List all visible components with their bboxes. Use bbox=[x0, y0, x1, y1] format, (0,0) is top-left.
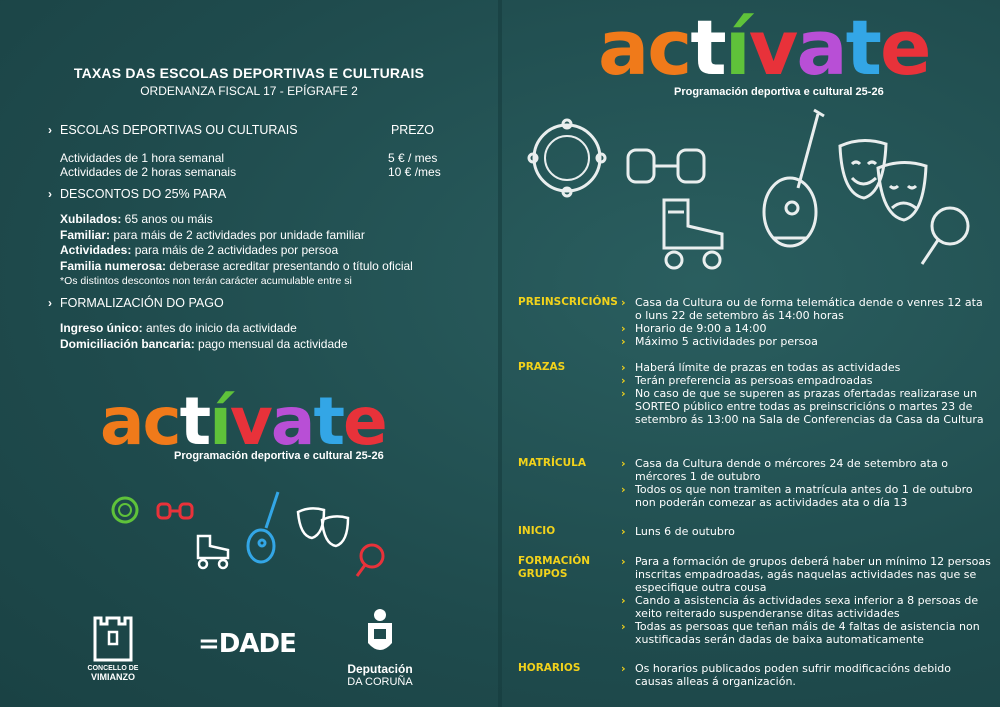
discount-label: Actividades: bbox=[60, 243, 132, 257]
section-descontos bbox=[48, 187, 458, 290]
logo-letter: a bbox=[796, 3, 846, 92]
fees-subtitle: ORDENANZA FISCAL 17 - EPÍGRAFE 2 bbox=[140, 84, 358, 98]
fee-row-value: 5 € / mes bbox=[388, 151, 438, 165]
info-item bbox=[621, 322, 991, 335]
section-pago bbox=[48, 296, 458, 352]
payment-text: pago mensual da actividade bbox=[194, 336, 348, 351]
section-descontos-header bbox=[48, 187, 458, 201]
chevron-right-icon: › bbox=[48, 296, 52, 310]
discount-line bbox=[48, 212, 458, 228]
info-item-text: Todos os que non tramiten a matrícula antes do 1 de outubro non poderán comezar as actividades ata o día 13 bbox=[635, 483, 973, 509]
payment-label: Domiciliación bancaria: bbox=[60, 336, 195, 351]
info-item bbox=[621, 483, 991, 509]
activate-logo-large bbox=[598, 3, 930, 98]
discount-line bbox=[48, 243, 458, 259]
logo-letter: a bbox=[100, 383, 143, 460]
logo-subtitle: Programación deportiva e cultural 25-26 bbox=[674, 86, 884, 98]
info-label: PREINSCRICIÓNS bbox=[518, 296, 618, 308]
chevron-right-icon: › bbox=[621, 322, 626, 335]
info-item bbox=[621, 620, 991, 646]
fee-row-label: Actividades de 1 hora semanal bbox=[60, 151, 225, 165]
payment-line bbox=[48, 337, 458, 353]
info-item-text: Luns 6 de outubro bbox=[635, 525, 735, 538]
dumbbell-icon bbox=[628, 150, 704, 182]
fee-row-label: Actividades de 2 horas semanais bbox=[60, 165, 237, 179]
chevron-right-icon: › bbox=[621, 361, 626, 374]
info-item-text: Casa da Cultura dende o mércores 24 de setembro ata o mércores 1 de outubro bbox=[635, 457, 948, 483]
info-item bbox=[621, 387, 991, 426]
info-item-text: No caso de que se superen as prazas ofertadas realizarase un SORTEO público entre todas as preinscricións o martes 23 de setembro ás 13:00 na Sala de Conferencias da Casa da Cultura bbox=[635, 387, 984, 426]
chevron-right-icon: › bbox=[621, 525, 626, 538]
chevron-right-icon: › bbox=[48, 123, 52, 137]
concello-vimianzo-logo bbox=[85, 610, 141, 682]
info-item bbox=[621, 525, 991, 538]
section-escolas bbox=[48, 123, 458, 179]
discount-line bbox=[48, 228, 458, 244]
chevron-right-icon: › bbox=[621, 374, 626, 387]
concello-line1: CONCELLO DE bbox=[87, 665, 139, 672]
deputacion-line1: Deputación bbox=[347, 662, 413, 676]
info-item-text: Máximo 5 actividades por persoa bbox=[635, 335, 818, 348]
payment-label: Ingreso único: bbox=[60, 321, 143, 335]
sponsor-logos bbox=[0, 605, 498, 695]
section-pago-header bbox=[48, 296, 458, 310]
info-label: PRAZAS bbox=[518, 361, 566, 373]
fee-row bbox=[48, 165, 458, 179]
logo-letter: í bbox=[724, 3, 749, 92]
roller-skate-icon bbox=[198, 536, 228, 568]
chevron-right-icon: › bbox=[621, 555, 626, 568]
activity-icons-large bbox=[522, 108, 982, 278]
roller-skate-icon bbox=[664, 200, 722, 268]
info-items bbox=[621, 525, 991, 538]
castle-tower-icon bbox=[91, 610, 135, 662]
logo-letter: v bbox=[748, 3, 797, 92]
info-items bbox=[621, 555, 991, 646]
price-heading: PREZO bbox=[390, 123, 434, 137]
chevron-right-icon: › bbox=[621, 662, 626, 675]
logo-letter: a bbox=[598, 3, 648, 92]
chevron-right-icon: › bbox=[621, 387, 626, 400]
concello-line2: VIMIANZO bbox=[91, 672, 135, 682]
logo-letter: c bbox=[647, 3, 691, 92]
logo-letter: í bbox=[209, 383, 230, 460]
ping-pong-paddle-icon bbox=[922, 208, 968, 264]
info-label: MATRÍCULA bbox=[518, 457, 586, 469]
info-items bbox=[621, 457, 991, 509]
info-item-text: Haberá límite de prazas en todas as actividades bbox=[635, 361, 901, 374]
info-item bbox=[621, 335, 991, 348]
chevron-right-icon: › bbox=[621, 296, 626, 309]
discount-text: deberase acreditar presentando o título oficial bbox=[166, 258, 413, 273]
info-item bbox=[621, 296, 991, 322]
guitar-icon bbox=[764, 110, 824, 246]
chevron-right-icon: › bbox=[621, 483, 626, 496]
theater-masks-icon bbox=[840, 140, 926, 220]
logo-letter: e bbox=[343, 383, 386, 460]
logo-letter: t bbox=[690, 3, 725, 92]
info-items bbox=[621, 296, 991, 348]
discount-label: Xubilados: bbox=[60, 212, 122, 226]
theater-masks-icon bbox=[298, 508, 348, 546]
info-item-text: Todas as persoas que teñan máis de 4 faltas de asistencia non xustificadas serán dadas de baixa automaticamente bbox=[635, 620, 980, 646]
discount-note: *Os distintos descontos non terán carácter acumulable entre si bbox=[60, 275, 352, 287]
info-item bbox=[621, 361, 991, 374]
info-items bbox=[621, 662, 991, 688]
chevron-right-icon: › bbox=[621, 594, 626, 607]
logo-letter: t bbox=[179, 383, 210, 460]
discount-line bbox=[48, 259, 458, 275]
logo-letter: t bbox=[313, 383, 343, 460]
info-item bbox=[621, 457, 991, 483]
dumbbell-icon bbox=[158, 504, 192, 518]
deputacion-line2: DA CORUÑA bbox=[347, 676, 413, 688]
info-item bbox=[621, 662, 991, 688]
fee-row bbox=[48, 151, 458, 165]
discount-text: para máis de 2 actividades por unidade familiar bbox=[110, 227, 365, 242]
info-label: FORMACIÓN GRUPOS bbox=[518, 555, 591, 580]
chevron-right-icon: › bbox=[621, 335, 626, 348]
discount-label: Familiar: bbox=[60, 227, 111, 242]
info-item bbox=[621, 555, 991, 594]
discount-text: 65 anos ou máis bbox=[121, 212, 213, 226]
section-pago-heading: FORMALIZACIÓN DO PAGO bbox=[60, 296, 224, 310]
logo-letter: e bbox=[879, 3, 930, 92]
coat-of-arms-icon bbox=[365, 607, 395, 657]
info-item-text: Para a formación de grupos deberá haber un mínimo 12 persoas inscritas empadroadas, agás naquelas actividades nas que se especifique outra cousa bbox=[635, 555, 991, 594]
deputacion-coruna-logo bbox=[335, 607, 425, 688]
info-item-text: Cando a asistencia ás actividades sexa inferior a 8 persoas de xeito reiterado suspenderanse ditas actividades bbox=[635, 594, 979, 620]
discount-text: para máis de 2 actividades por persoa bbox=[131, 243, 339, 257]
activity-icons-small bbox=[110, 488, 400, 583]
section-escolas-heading: ESCOLAS DEPORTIVAS OU CULTURAIS bbox=[60, 123, 298, 137]
ping-pong-paddle-icon bbox=[357, 545, 383, 576]
chevron-right-icon: › bbox=[48, 187, 52, 201]
fee-row-value: 10 € /mes bbox=[388, 165, 441, 179]
dade-logo: =DADE bbox=[198, 629, 296, 659]
fees-title: TAXAS DAS ESCOLAS DEPORTIVAS E CULTURAIS bbox=[73, 65, 425, 81]
right-panel bbox=[502, 0, 1000, 707]
info-item-text: Horario de 9:00 a 14:00 bbox=[635, 322, 767, 335]
tambourine-icon bbox=[529, 120, 605, 196]
discount-label: Familia numerosa: bbox=[60, 258, 167, 273]
logo-letter: c bbox=[142, 383, 180, 460]
info-item-text: Casa da Cultura ou de forma telemática dende o venres 12 ata o luns 22 de setembro ás 14:00 horas bbox=[635, 296, 983, 322]
info-item bbox=[621, 374, 991, 387]
logo-letter: t bbox=[845, 3, 880, 92]
payment-line bbox=[48, 321, 458, 337]
info-label: HORARIOS bbox=[518, 662, 581, 674]
chevron-right-icon: › bbox=[621, 457, 626, 470]
tambourine-icon bbox=[113, 498, 137, 522]
chevron-right-icon: › bbox=[621, 620, 626, 633]
section-descontos-heading: DESCONTOS DO 25% PARA bbox=[60, 187, 227, 201]
payment-text: antes do inicio da actividade bbox=[142, 321, 297, 335]
info-item bbox=[621, 594, 991, 620]
logo-subtitle: Programación deportiva e cultural 25-26 bbox=[174, 450, 384, 462]
info-items bbox=[621, 361, 991, 426]
logo-letter: v bbox=[229, 383, 271, 460]
left-panel bbox=[0, 0, 498, 707]
info-item-text: Terán preferencia as persoas empadroadas bbox=[635, 374, 873, 387]
info-item-text: Os horarios publicados poden sufrir modificacións debido causas alleas á organización. bbox=[635, 662, 952, 688]
info-label: INICIO bbox=[518, 525, 556, 537]
section-escolas-header bbox=[48, 123, 458, 137]
activate-logo-small bbox=[100, 383, 386, 462]
guitar-icon bbox=[248, 492, 278, 562]
logo-letter: a bbox=[270, 383, 314, 460]
